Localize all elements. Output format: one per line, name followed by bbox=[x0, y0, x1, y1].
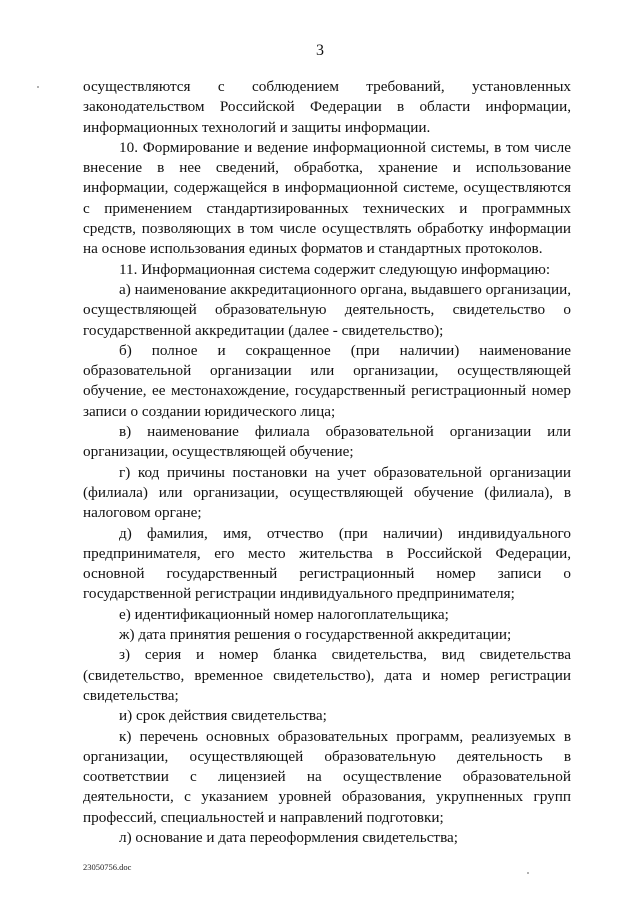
document-body bbox=[83, 77, 571, 848]
subitem-z: з) серия и номер бланка свидетельства, вид свидетельства (свидетельство, временное свидетельство), дата и номер регистрации свидетельства; bbox=[83, 646, 571, 704]
subitem-zh: ж) дата принятия решения о государственной аккредитации; bbox=[119, 626, 512, 644]
subitem-v: в) наименование филиала образовательной организации или организации, осуществляющей обучение; bbox=[83, 423, 571, 461]
subitem-e: е) идентификационный номер налогоплательщика; bbox=[119, 605, 449, 623]
footer-filename: 23050756.doc bbox=[83, 862, 132, 872]
subitem-g: г) код причины постановки на учет образовательной организации (филиала) или организации, осуществляющей обучение (филиала), в налоговом органе; bbox=[83, 463, 571, 522]
scan-speck-bottom-right bbox=[527, 872, 529, 874]
subitem-b: б) полное и сокращенное (при наличии) наименование образовательной организации или организации, осуществляющей обучение, ее местонахождение, государственный регистрационный номер записи о создании юридического лица; bbox=[83, 341, 571, 420]
subitem-l: л) основание и дата переоформления свидетельства; bbox=[119, 828, 458, 846]
page-number: 3 bbox=[316, 42, 324, 59]
subitem-a: а) наименование аккредитационного органа, выдавшего организации, осуществляющей образовательную деятельность, свидетельство о государственной аккредитации (далее - свидетельство); bbox=[83, 280, 571, 339]
paragraph-item-10: 10. Формирование и ведение информационной системы, в том числе внесение в нее сведений, обработка, хранение и использование информации, содержащейся в информационной системе, осуществляются с применением стандартизированных технических и программных средств, позволяющих в том числе осуществлять обработку информации на основе использования единых форматов и стандартных протоколов. bbox=[83, 138, 571, 258]
subitem-k: к) перечень основных образовательных программ, реализуемых в организации, осуществляющей образовательную деятельность в соответствии с лицензией на осуществление образовательной деятельности, с указанием уровней образования, укрупненных групп профессий, специальностей и направлений подготовки; bbox=[83, 727, 571, 826]
paragraph-item-11: 11. Информационная система содержит следующую информацию: bbox=[119, 260, 551, 278]
subitem-d: д) фамилия, имя, отчество (при наличии) индивидуального предпринимателя, его место жительства в Российской Федерации, основной государственный регистрационный номер записи о государственной регистрации индивидуального предпринимателя; bbox=[83, 524, 571, 603]
scan-speck-left bbox=[37, 86, 39, 88]
subitem-i: и) срок действия свидетельства; bbox=[119, 707, 327, 725]
paragraph-continuation: осуществляются с соблюдением требований, установленных законодательством Российской Федерации в области информации, информационных технологий и защиты информации. bbox=[83, 78, 571, 136]
